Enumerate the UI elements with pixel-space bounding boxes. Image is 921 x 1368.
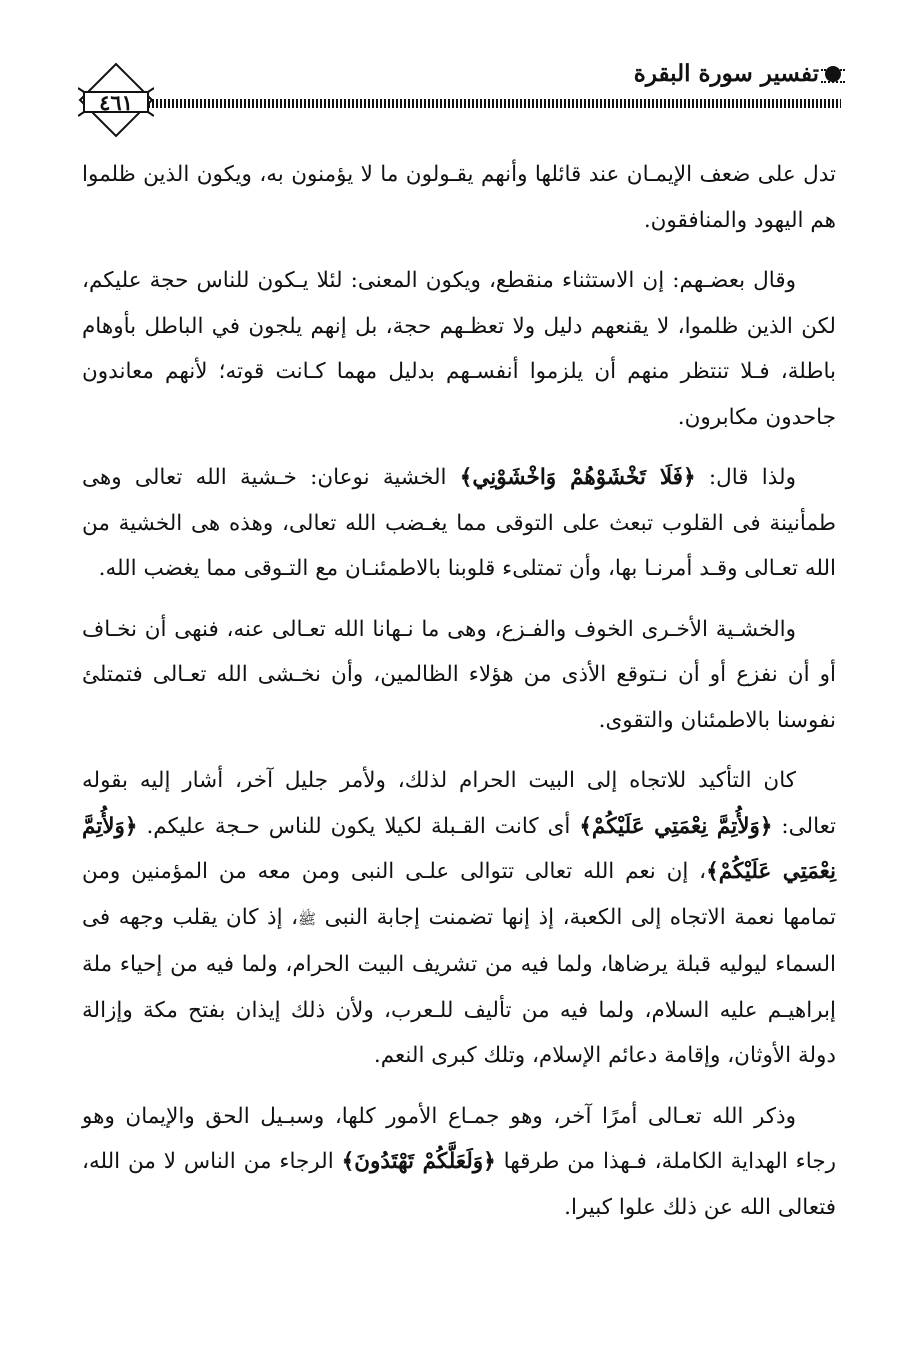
paragraph [82,455,836,592]
quran-verse: ﴿وَلأُتِمَّ نِعْمَتِي عَلَيْكُمْ﴾ [579,813,773,839]
quran-verse: ﴿فَلَا تَخْشَوْهُمْ وَاخْشَوْنِي﴾ [459,465,696,490]
book-title: تفسير سورة البقرة [633,60,819,87]
paragraph-text: الرجاء من الناس لا من الله، فتعالى الله عن ذلك علوا كبيرا. [82,1149,836,1220]
title-ornament-icon [825,66,841,82]
page-header [70,54,841,144]
paragraph [82,1094,836,1231]
paragraph-text: ، إذ كان يقلب وجهه فى السماء ليوليه قبلة يرضاها، ولما فيه من تشريف البيت الحرام، ولما فيه من إحياء ملة إبراهيـم عليه السلام، ولما فيه من تأليف للـعرب، ولأن ذلك إيذان بفتح مكة وإزالة دولة الأوثان، وإقامة دعائم الإسلام، وتلك كبرى النعم. [82,904,836,1068]
page-number-badge [78,62,154,138]
paragraph-text: الخشية نوعان: خـشية الله تعالى وهى طمأنينة فى القلوب تبعث على التوقى مما يغـضب الله تعالى، وهذه هى الخشية من الله تعـالى وقـد أمرنـا بها، وأن تمتلىء قلوبنا بالاطمئنـان مع التـوقى مما يغضب الله. [82,465,836,581]
paragraph [82,152,836,243]
paragraph-text: وقال بعضـهم: إن الاستثناء منقطع، ويكون المعنى: لئلا يـكون للناس حجة عليكم، لكن الذين ظلموا، لا يقنعهم دليل ولا تعظـهم حجة، بل إنهم يلجون في الباطل بأوهام باطلة، فـلا تنتظر منهم أن يلزموا أنفسـهم بدليل مهما كـانت قوته؛ لأنهم معاندون جاحدون مكابرون. [82,268,836,430]
quran-verse: ﴿وَلأُتِمَّ نِعْمَتِي عَلَيْكُمْ﴾ [82,813,836,884]
paragraph-text: أى كانت القـبلة لكيلا يكون للناس حـجة عليكم. [137,813,580,839]
salla-glyph: ﷺ [298,909,317,928]
paragraph-text: ، إن نعم الله تعالى تتوالى علـى النبى ومن معه من المؤمنين ومن تمامها نعمة الاتجاه إلى الكعبة، إذ إنها تضمنت إجابة النبى [82,859,836,930]
quran-verse: ﴿وَلَعَلَّكُمْ تَهْتَدُونَ﴾ [341,1149,496,1174]
paragraph-text: ولذا قال: [695,465,796,490]
paragraph-text: تدل على ضعف الإيمـان عند قائلها وأنهم يقـولون ما لا يؤمنون به، ويكون الذين ظلموا هم اليهود والمنافقون. [82,162,836,233]
page-body [82,152,836,1245]
paragraph-text: كان التأكيد للاتجاه إلى البيت الحرام لذلك، ولأمر جليل آخر، أشار إليه بقوله تعالى: [82,768,836,839]
header-rule [148,99,841,108]
paragraph-text: وذكر الله تعـالى أمرًا آخر، وهو جمـاع الأمور كلها، وسبـيل الحق والإيمان وهو رجاء الهداية الكاملة، فـهذا من طرقها [82,1103,837,1174]
paragraph [82,258,836,440]
paragraph-text: والخشـية الأخـرى الخوف والفـزع، وهى ما نـهانا الله تعـالى عنه، فنهى أن نخـاف أو أن نفزع أو أن نـتوقع الأذى من هؤلاء الظالمين، وأن نخـشى الله تعـالى فتمتلئ نفوسنا بالاطمئنان والتقوى. [82,616,836,733]
paragraph [82,607,836,744]
paragraph [82,758,836,1079]
page-number: ٤٦١ [99,90,133,115]
